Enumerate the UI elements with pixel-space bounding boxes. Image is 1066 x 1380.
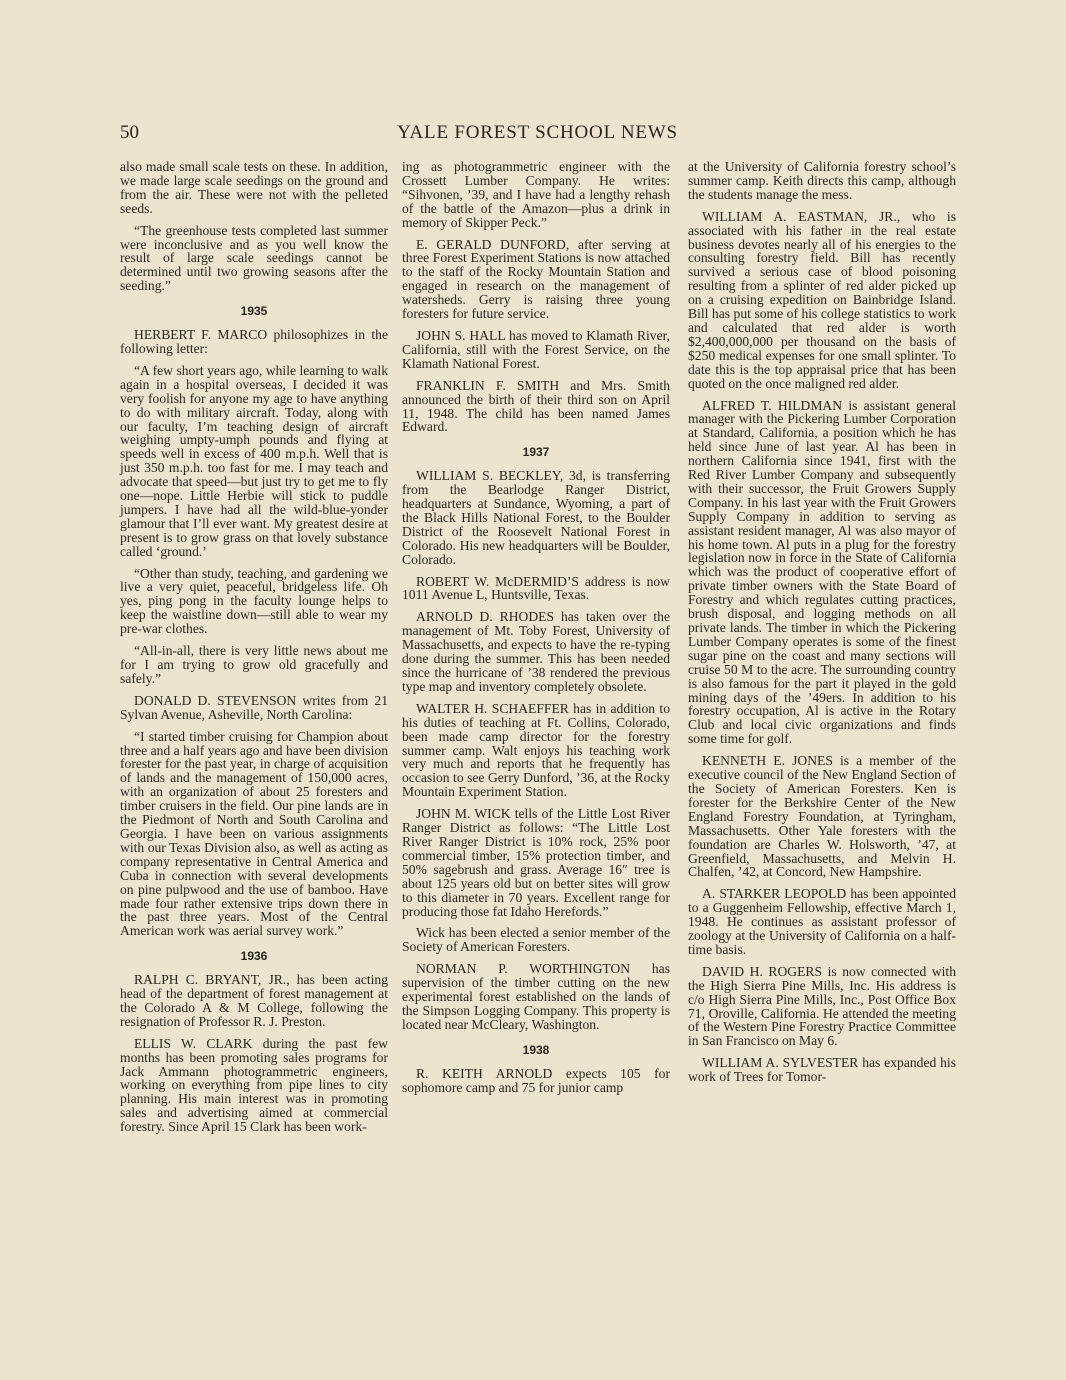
class-year-heading: 1935 xyxy=(240,304,268,319)
class-year-heading: 1938 xyxy=(522,1042,550,1057)
quote-paragraph: “All-in-all, there is very little news about me for I am trying to grow old gracefully and safely.” xyxy=(120,643,388,686)
paragraph: ARNOLD D. RHODES has taken over the management of Mt. Toby Forest, University of Massachusetts, and expects to have the re-typing done during the summer. This has been needed since the hurricane of ’38 rendered the previous type map and inventory completely obsolete. xyxy=(402,609,670,694)
quote-paragraph: “The greenhouse tests completed last summer were inconclusive and as you well know the result of large scale seedings cannot be determined until two growing seasons after the seeding.” xyxy=(120,222,388,294)
paragraph: WILLIAM S. BECKLEY, 3d, is transferring from the Bearlodge Ranger District, headquarters at Sundance, Wyoming, a part of the Black Hills National Forest, to the Boulder District of the Roosevelt National Forest in Colorado. His new headquarters will be Boulder, Colorado. xyxy=(402,468,670,567)
paragraph: ELLIS W. CLARK during the past few months has been promoting sales programs for Jack Ammann photogrammetric engineers, working on everything from pipe lines to city planning. His main interest was in promoting sales and advertising aimed at commercial forestry. Since April 15 Clark has been work- xyxy=(120,1035,388,1135)
paragraph: JOHN S. HALL has moved to Klamath River, California, still with the Forest Service, on the Klamath National Forest. xyxy=(402,327,670,371)
paragraph: DONALD D. STEVENSON writes from 21 Sylvan Avenue, Asheville, North Carolina: xyxy=(120,692,388,722)
quote-paragraph: “Other than study, teaching, and gardening we live a very quiet, peaceful, bridgeless life. Oh yes, ping pong in the faculty lounge helps to keep the waistline down—still able to wear my pre-war clothes. xyxy=(120,565,388,637)
class-year-heading: 1936 xyxy=(240,949,268,964)
paragraph: R. KEITH ARNOLD expects 105 for sophomore camp and 75 for junior camp xyxy=(402,1065,670,1095)
paragraph: Wick has been elected a senior member of the Society of American Foresters. xyxy=(402,925,670,955)
paragraph: JOHN M. WICK tells of the Little Lost River Ranger District as follows: “The Little Lost River Ranger District is 10% rock, 25% poor commercial timber, 15% protection timber, and 50% sagebrush and grass. Average 16″ tree is about 125 years old but on better sites will grow to this diameter in 70 years. Excellent range for producing those fat Idaho Herefords.” xyxy=(402,806,670,919)
quote-paragraph: “A few short years ago, while learning to walk again in a hospital overseas, I decided it was very foolish for anyone my age to have anything to do with military aircraft. Today, along with our faculty, I’m teaching design of aircraft weighing umpty-umph pounds and flying at speeds well in excess of 400 m.p.h. Well that is just 350 m.p.h. too fast for me. I may teach and advocate that speed—but just try to get me to fly one—nope. Little Herbie will stick to puddle jumpers. I have had all the wild-blue-yonder glamour that I’ll ever want. My greatest desire at present is to grow grass on that lovely substance called ‘ground.’ xyxy=(120,362,388,559)
paragraph: E. GERALD DUNFORD, after serving at three Forest Experiment Stations is now attached to the staff of the Rocky Mountain Station and engaged in research on the management of watersheds. Gerry is raising three young foresters for future service. xyxy=(402,236,670,322)
class-year-heading: 1937 xyxy=(522,445,550,460)
paragraph: ing as photogrammetric engineer with the Crossett Lumber Company. He writes: “Sihvonen, ’39, and I have had a lengthy rehash of the battle of the Amazon—plus a drink in memory of Skipper Peck.” xyxy=(402,159,670,230)
page-header xyxy=(120,122,955,146)
paragraph: FRANKLIN F. SMITH and Mrs. Smith announced the birth of their third son on April 11, 1948. The child has been named James Edward. xyxy=(402,377,670,435)
running-title: YALE FOREST SCHOOL NEWS xyxy=(397,122,678,143)
column-1 xyxy=(120,160,388,1142)
paragraph: WILLIAM A. SYLVESTER has expanded his work of Trees for Tomor- xyxy=(688,1055,956,1085)
paragraph: ROBERT W. McDERMID’S address is now 1011 Avenue L, Huntsville, Texas. xyxy=(402,573,670,603)
paragraph: also made small scale tests on these. In addition, we made large scale seedings on the ground and from the air. These were not with the pelleted seeds. xyxy=(120,159,388,216)
paragraph: WILLIAM A. EASTMAN, JR., who is associated with his father in the real estate business devotes nearly all of his energies to the consulting forestry field. Bill has recently survived a serious case of blood poisoning resulting from a splinter of red alder picked up on a cruising expedition on Bainbridge Island. Bill has put some of his college statistics to work and calculated that red alder is worth $2,400,000,000 per thousand on the basis of $250 medical expenses for one small splinter. To date this is the top appraisal price that has been quoted on the once maligned red alder. xyxy=(688,208,956,391)
page-number: 50 xyxy=(120,122,139,143)
paragraph: ALFRED T. HILDMAN is assistant general manager with the Pickering Lumber Corporation at Standard, California, a position which he has held since June of last year. Al has been in northern California since 1941, first with the Red River Lumber Company and subsequently with their successor, the Fruit Growers Supply Company. In his last year with the Fruit Growers Supply Company in addition to serving as assistant resident manager, Al was also mayor of his home town. Al puts in a plug for the forestry legislation now in force in the State of California which was the product of cooperative effort of private timber owners with the State Board of Forestry and which regulates cutting practices, brush disposal, and logging methods on all private lands. The timber in which the Pickering Lumber Company operates is some of the finest sugar pine on the coast and many sections will cruise 50 M to the acre. The surrounding country is also famous for the part it played in the gold mining days of the ’49ers. In addition to his forestry occupation, Al is active in the Rotary Club and local civic organizations and finds some time for golf. xyxy=(688,397,956,747)
column-3 xyxy=(688,160,956,1092)
quote-paragraph: “I started timber cruising for Champion about three and a half years ago and have been division forester for the past year, in charge of acquisition of lands and the management of 150,000 acres, with an organization of about 25 foresters and timber cruisers in the field. Our pine lands are in the Piedmont of North and South Carolina and Georgia. I have been on various assignments with our Texas Division also, as well as acting as company representative in Central America and Cuba in connection with several developments on pine pulpwood and the use of bamboo. Have made four rather extensive trips down there in the past three years. Most of the Central American work was aerial survey work.” xyxy=(120,728,388,939)
paragraph: KENNETH E. JONES is a member of the executive council of the New England Section of the Society of American Foresters. Ken is forester for the Berkshire Center of the New England Forestry Foundation, at Tyringham, Massachusetts. Other Yale foresters with the foundation are Charles W. Holsworth, ’47, at Greenfield, Massachusetts, and Melvin H. Chalfen, ’42, at Concord, New Hampshire. xyxy=(688,753,956,880)
paragraph: RALPH C. BRYANT, JR., has been acting head of the department of forest management at the Colorado A & M College, following the resignation of Professor R. J. Preston. xyxy=(120,972,388,1029)
paragraph: DAVID H. ROGERS is now connected with the High Sierra Pine Mills, Inc. His address is c/o High Sierra Pine Mills, Inc., Post Office Box 71, Oroville, California. He attended the meeting of the Western Pine Forestry Practice Committee in San Francisco on May 6. xyxy=(688,963,956,1049)
paragraph: HERBERT F. MARCO philosophizes in the following letter: xyxy=(120,327,388,356)
paragraph: A. STARKER LEOPOLD has been appointed to a Guggenheim Fellowship, effective March 1, 1948. He continues as assistant professor of zoology at the University of California on a half-time basis. xyxy=(688,886,956,957)
paragraph: WALTER H. SCHAEFFER has in addition to his duties of teaching at Ft. Collins, Colorado, been made camp director for the forestry summer camp. Walt enjoys his teaching work very much and reports that he frequently has occasion to see Gerry Dunford, ’36, at the Rocky Mountain Experiment Station. xyxy=(402,700,670,800)
column-2 xyxy=(402,160,670,1102)
paragraph: NORMAN P. WORTHINGTON has supervision of the timber cutting on the new experimental forest established on the lands of the Simpson Logging Company. This property is located near McCleary, Washington. xyxy=(402,961,670,1032)
paragraph: at the University of California forestry school’s summer camp. Keith directs this camp, although the students manage the mess. xyxy=(688,159,956,202)
